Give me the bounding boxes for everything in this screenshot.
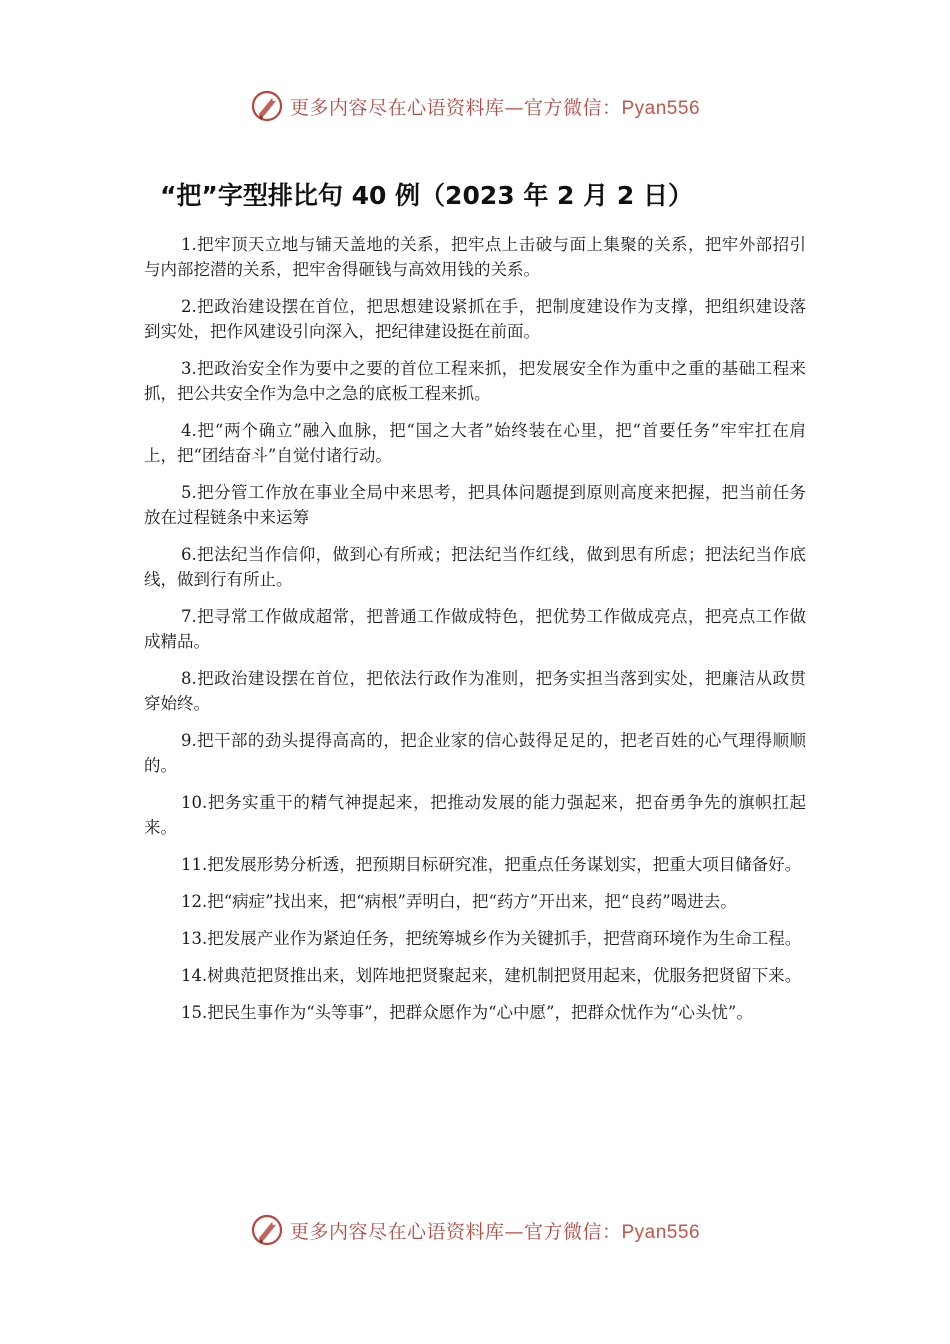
banner-text bbox=[290, 1217, 700, 1244]
banner-official-label: 官方微信： bbox=[523, 96, 622, 119]
banner-main-text: 更多内容尽在心语资料库 bbox=[289, 96, 505, 119]
list-item: 7.把寻常工作做成超常，把普通工作做成特色，把优势工作做成亮点，把亮点工作做成精品。 bbox=[144, 607, 806, 651]
document-body bbox=[144, 232, 806, 1037]
banner-dash: — bbox=[504, 1220, 524, 1243]
banner-text bbox=[290, 93, 700, 120]
list-item: 5.把分管工作放在事业全局中来思考，把具体问题提到原则高度来把握，把当前任务放在过程链条中来运筹 bbox=[144, 483, 806, 527]
banner-main-text: 更多内容尽在心语资料库 bbox=[289, 1220, 505, 1243]
banner-content bbox=[250, 89, 700, 123]
list-item: 10.把务实重干的精气神提起来，把推动发展的能力强起来，把奋勇争先的旗帜扛起来。 bbox=[144, 793, 806, 837]
list-item: 15.把民生事作为“头等事”，把群众愿作为“心中愿”，把群众忧作为“心头忧”。 bbox=[181, 1003, 753, 1022]
banner-dash: — bbox=[504, 96, 524, 119]
banner-official-label: 官方微信： bbox=[523, 1220, 622, 1243]
header-banner bbox=[0, 84, 950, 128]
list-item: 1.把牢顶天立地与铺天盖地的关系，把牢点上击破与面上集聚的关系，把牢外部招引与内部挖潜的关系，把牢舍得砸钱与高效用钱的关系。 bbox=[144, 235, 806, 279]
list-item: 12.把“病症”找出来，把“病根”弄明白，把“药方”开出来，把“良药”喝进去。 bbox=[181, 892, 737, 911]
list-item: 2.把政治建设摆在首位，把思想建设紧抓在手，把制度建设作为支撑，把组织建设落到实处，把作风建设引向深入，把纪律建设挺在前面。 bbox=[144, 297, 806, 341]
banner-wechat-id: Pyan556 bbox=[621, 1221, 701, 1243]
list-item: 13.把发展产业作为紧迫任务，把统筹城乡作为关键抓手，把营商环境作为生命工程。 bbox=[181, 929, 802, 948]
list-item: 4.把“两个确立”融入血脉，把“国之大者”始终装在心里，把“首要任务”牢牢扛在肩上，把“团结奋斗”自觉付诸行动。 bbox=[144, 421, 806, 465]
pen-logo-icon bbox=[250, 89, 284, 123]
banner-content bbox=[250, 1213, 700, 1247]
list-item: 3.把政治安全作为要中之要的首位工程来抓，把发展安全作为重中之重的基础工程来抓，把公共安全作为急中之急的底板工程来抓。 bbox=[144, 359, 806, 403]
list-item: 9.把干部的劲头提得高高的，把企业家的信心鼓得足足的，把老百姓的心气理得顺顺的。 bbox=[144, 731, 806, 775]
list-item: 14.树典范把贤推出来，划阵地把贤聚起来，建机制把贤用起来，优服务把贤留下来。 bbox=[181, 966, 802, 985]
banner-wechat-id: Pyan556 bbox=[621, 97, 701, 119]
pen-logo-icon bbox=[250, 1213, 284, 1247]
footer-banner bbox=[0, 1208, 950, 1252]
list-item: 6.把法纪当作信仰，做到心有所戒；把法纪当作红线，做到思有所虑；把法纪当作底线，做到行有所止。 bbox=[144, 545, 806, 589]
document-title: “把”字型排比句 40 例（2023 年 2 月 2 日） bbox=[160, 181, 693, 210]
list-item: 8.把政治建设摆在首位，把依法行政作为准则，把务实担当落到实处，把廉洁从政贯穿始终。 bbox=[144, 669, 806, 713]
list-item: 11.把发展形势分析透，把预期目标研究准，把重点任务谋划实，把重大项目储备好。 bbox=[181, 855, 802, 874]
